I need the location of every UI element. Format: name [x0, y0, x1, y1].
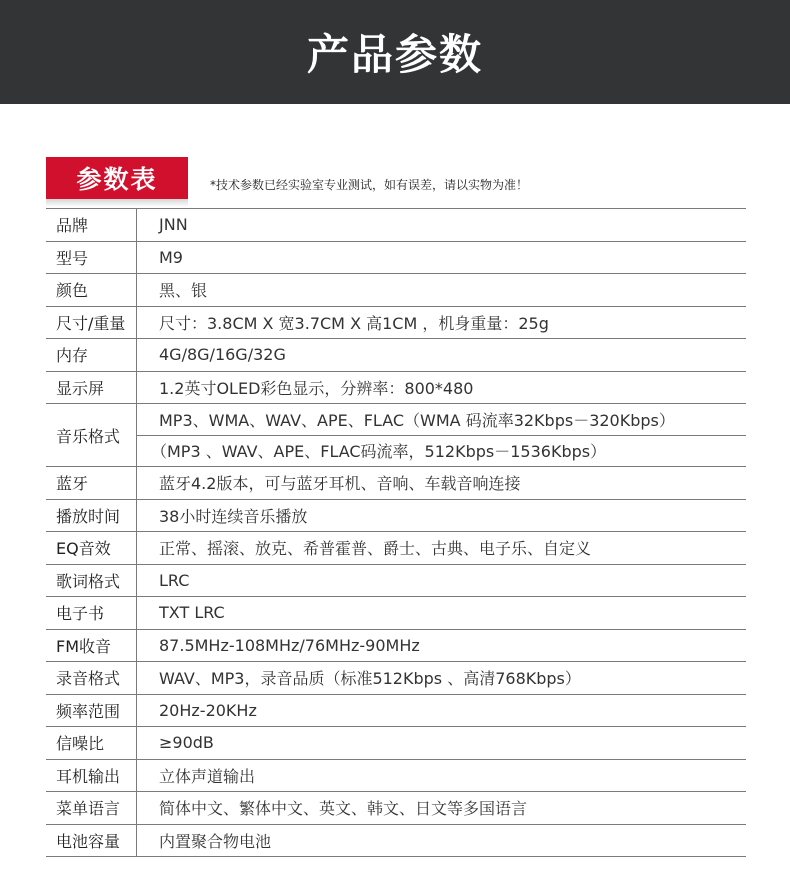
- spec-value: 尺寸：3.8CM X 宽3.7CM X 高1CM ，机身重量：25g: [159, 313, 549, 333]
- spec-value: 4G/8G/16G/32G: [159, 345, 286, 365]
- spec-value: 蓝牙4.2版本，可与蓝牙耳机、音响、车载音响连接: [159, 474, 521, 494]
- spec-row: [46, 661, 746, 694]
- spec-row: [46, 466, 746, 499]
- spec-row: [46, 371, 746, 404]
- spec-value-secondary: （MP3 、WAV、APE、FLAC码流率，512Kbps－1536Kbps）: [137, 435, 746, 467]
- spec-row: [46, 629, 746, 662]
- spec-row: [46, 596, 746, 629]
- spec-value: 1.2英寸OLED彩色显示，分辨率：800*480: [159, 378, 474, 398]
- spec-label: 录音格式: [46, 662, 137, 694]
- spec-label: 频率范围: [46, 695, 137, 727]
- spec-row: [46, 759, 746, 792]
- spec-label: FM收音: [46, 630, 137, 662]
- spec-value-group: [137, 404, 746, 466]
- spec-label: 尺寸/重量: [46, 307, 137, 339]
- section-tag-shadow: [46, 199, 188, 207]
- spec-value: 内置聚合物电池: [159, 831, 272, 851]
- spec-row: [46, 273, 746, 306]
- section-tag: 参数表: [46, 157, 188, 199]
- spec-label: 颜色: [46, 274, 137, 306]
- spec-label: 品牌: [46, 209, 137, 241]
- disclaimer-note: *技术参数已经实验室专业测试，如有误差，请以实物为准！: [210, 178, 529, 192]
- spec-row: [46, 564, 746, 597]
- spec-value: M9: [159, 247, 183, 267]
- spec-value: 立体声道输出: [159, 766, 256, 786]
- spec-row: [46, 499, 746, 532]
- spec-label: EQ音效: [46, 532, 137, 564]
- spec-value: 20Hz-20KHz: [159, 700, 257, 720]
- spec-label: 蓝牙: [46, 467, 137, 499]
- spec-value: 正常、摇滚、放克、希普霍普、爵士、古典、电子乐、自定义: [159, 539, 592, 559]
- spec-value: WAV、MP3，录音品质（标准512Kbps 、高清768Kbps）: [159, 669, 581, 689]
- spec-value: 87.5MHz-108MHz/76MHz-90MHz: [159, 635, 420, 655]
- spec-row: [46, 306, 746, 339]
- spec-label: 菜单语言: [46, 792, 137, 824]
- spec-value: JNN: [159, 215, 188, 235]
- spec-row: [46, 694, 746, 727]
- spec-value: 简体中文、繁体中文、英文、韩文、日文等多国语言: [159, 799, 528, 819]
- spec-row: [46, 726, 746, 759]
- spec-label: 歌词格式: [46, 565, 137, 597]
- spec-row: [46, 208, 746, 241]
- spec-label: 型号: [46, 242, 137, 274]
- spec-label: 音乐格式: [46, 404, 137, 466]
- spec-row: [46, 824, 746, 858]
- spec-row: [46, 338, 746, 371]
- spec-value: 黑、银: [159, 281, 208, 301]
- spec-table: [46, 208, 746, 857]
- spec-row: [46, 791, 746, 824]
- spec-value: ≥90dB: [159, 733, 214, 753]
- spec-value: MP3、WMA、WAV、APE、FLAC（WMA 码流率32Kbps－320Kbps）: [159, 410, 675, 430]
- spec-label: 显示屏: [46, 372, 137, 404]
- spec-label: 内存: [46, 339, 137, 371]
- spec-value: LRC: [159, 570, 190, 590]
- spec-label: 播放时间: [46, 500, 137, 532]
- spec-row: [46, 531, 746, 564]
- spec-label: 电池容量: [46, 825, 137, 857]
- header-banner: [0, 0, 790, 104]
- spec-label: 耳机输出: [46, 760, 137, 792]
- spec-value: 38小时连续音乐播放: [159, 506, 308, 526]
- page-title: 产品参数: [306, 30, 483, 79]
- spec-value: TXT LRC: [159, 603, 225, 623]
- spec-label: 电子书: [46, 597, 137, 629]
- spec-row: [46, 403, 746, 466]
- spec-label: 信噪比: [46, 727, 137, 759]
- spec-row: [46, 241, 746, 274]
